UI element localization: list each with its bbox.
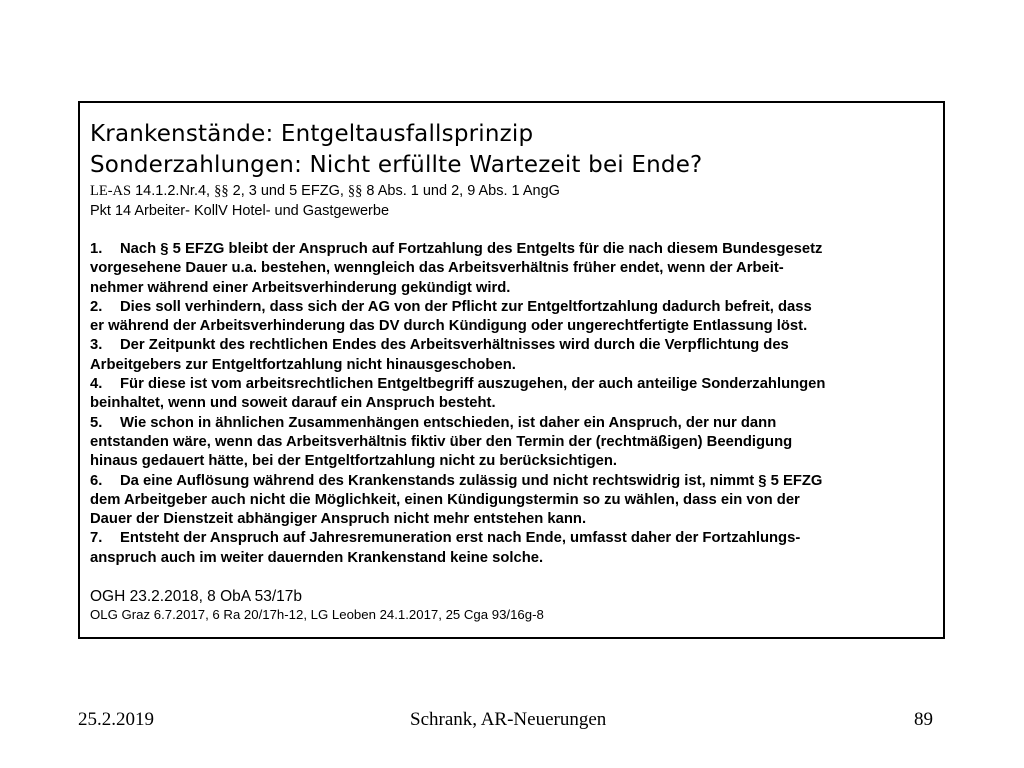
point-number: 1. [90,241,103,257]
slide-title-line2: Sonderzahlungen: Nicht erfüllte Wartezeit bei Ende? [90,152,703,178]
ref-mid: 14.1.2.Nr.4, [131,183,215,199]
le-as-prefix: LE-AS [90,183,132,199]
point-number: 2. [90,298,103,315]
point-7 [90,529,933,568]
point-text: nehmer während einer Arbeitsverhinderung gekündigt wird. [90,279,511,296]
legal-reference-line1 [90,181,933,201]
point-4 [90,375,933,414]
point-text: vorgesehene Dauer u.a. bestehen, wenngleich das Arbeitsverhältnis früher endet, wenn der Arbeit- [90,260,784,277]
point-text: Dies soll verhindern, dass sich der AG von der Pflicht zur Entgeltfortzahlung dadurch befreit, dass [120,298,812,315]
citations [90,587,933,623]
point-number: 4. [90,376,103,393]
point-text: beinhaltet, wenn und soweit darauf ein Anspruch besteht. [90,395,496,412]
point-text: Arbeitgebers zur Entgeltfortzahlung nicht hinausgeschoben. [90,356,516,373]
point-6 [90,472,933,530]
point-text: Da eine Auflösung während des Krankenstands zulässig und nicht rechtswidrig ist, nimmt § 5 EFZG [120,472,823,489]
point-text: Für diese ist vom arbeitsrechtlichen Entgeltbegriff auszugehen, der auch anteilige Sonderzahlungen [120,376,826,393]
point-number: 5. [90,414,103,431]
ref-mid2: 2, 3 und 5 EFZG, [228,183,348,199]
point-text: Nach § 5 EFZG bleibt der Anspruch auf Fortzahlung des Entgelts für die nach diesem Bundesgesetz [120,241,823,257]
point-text: entstanden wäre, wenn das Arbeitsverhältnis fiktiv über den Termin der (rechtmäßigen) Beendigung [90,433,793,450]
footer-page-number: 89 [914,709,933,730]
section-symbol-2: §§ [347,183,363,199]
point-3 [90,336,933,375]
point-number: 6. [90,472,103,489]
citation-main: OGH 23.2.2018, 8 ObA 53/17b [90,588,302,606]
slide-title-line1: Krankenstände: Entgeltausfallsprinzip [90,121,534,147]
point-text: hinaus gedauert hätte, bei der Entgeltfortzahlung nicht zu berücksichtigen. [90,453,617,470]
point-number: 7. [90,530,103,547]
point-5 [90,414,933,472]
slide-content-box [78,101,945,639]
point-number: 3. [90,337,103,354]
point-text: Der Zeitpunkt des rechtlichen Endes des Arbeitsverhältnisses wird durch die Verpflichtung des [120,337,789,354]
point-1 [90,240,933,298]
point-2 [90,298,933,337]
footer-date: 25.2.2019 [78,709,154,730]
citation-sub: OLG Graz 6.7.2017, 6 Ra 20/17h-12, LG Leoben 24.1.2017, 25 Cga 93/16g-8 [90,607,544,623]
section-symbol-1: §§ [214,183,229,199]
numbered-points [90,240,933,568]
point-text: anspruch auch im weiter dauernden Krankenstand keine solche. [90,549,544,566]
ref-rest: 8 Abs. 1 und 2, 9 Abs. 1 AngG [362,183,560,199]
point-text: Wie schon in ähnlichen Zusammenhängen entschieden, ist daher ein Anspruch, der nur dann [120,414,777,431]
legal-reference-line2: Pkt 14 Arbeiter- KollV Hotel- und Gastgewerbe [90,203,390,219]
point-text: dem Arbeitgeber auch nicht die Möglichkeit, einen Kündigungstermin so zu wählen, dass ein von der [90,491,800,508]
point-text: Dauer der Dienstzeit abhängiger Anspruch nicht mehr entstehen kann. [90,511,587,528]
point-text: er während der Arbeitsverhinderung das DV durch Kündigung oder ungerechtfertigte Entlassung löst. [90,318,808,335]
point-text: Entsteht der Anspruch auf Jahresremuneration erst nach Ende, umfasst daher der Fortzahlungs- [120,530,801,547]
footer-author-title: Schrank, AR-Neuerungen [410,709,607,730]
